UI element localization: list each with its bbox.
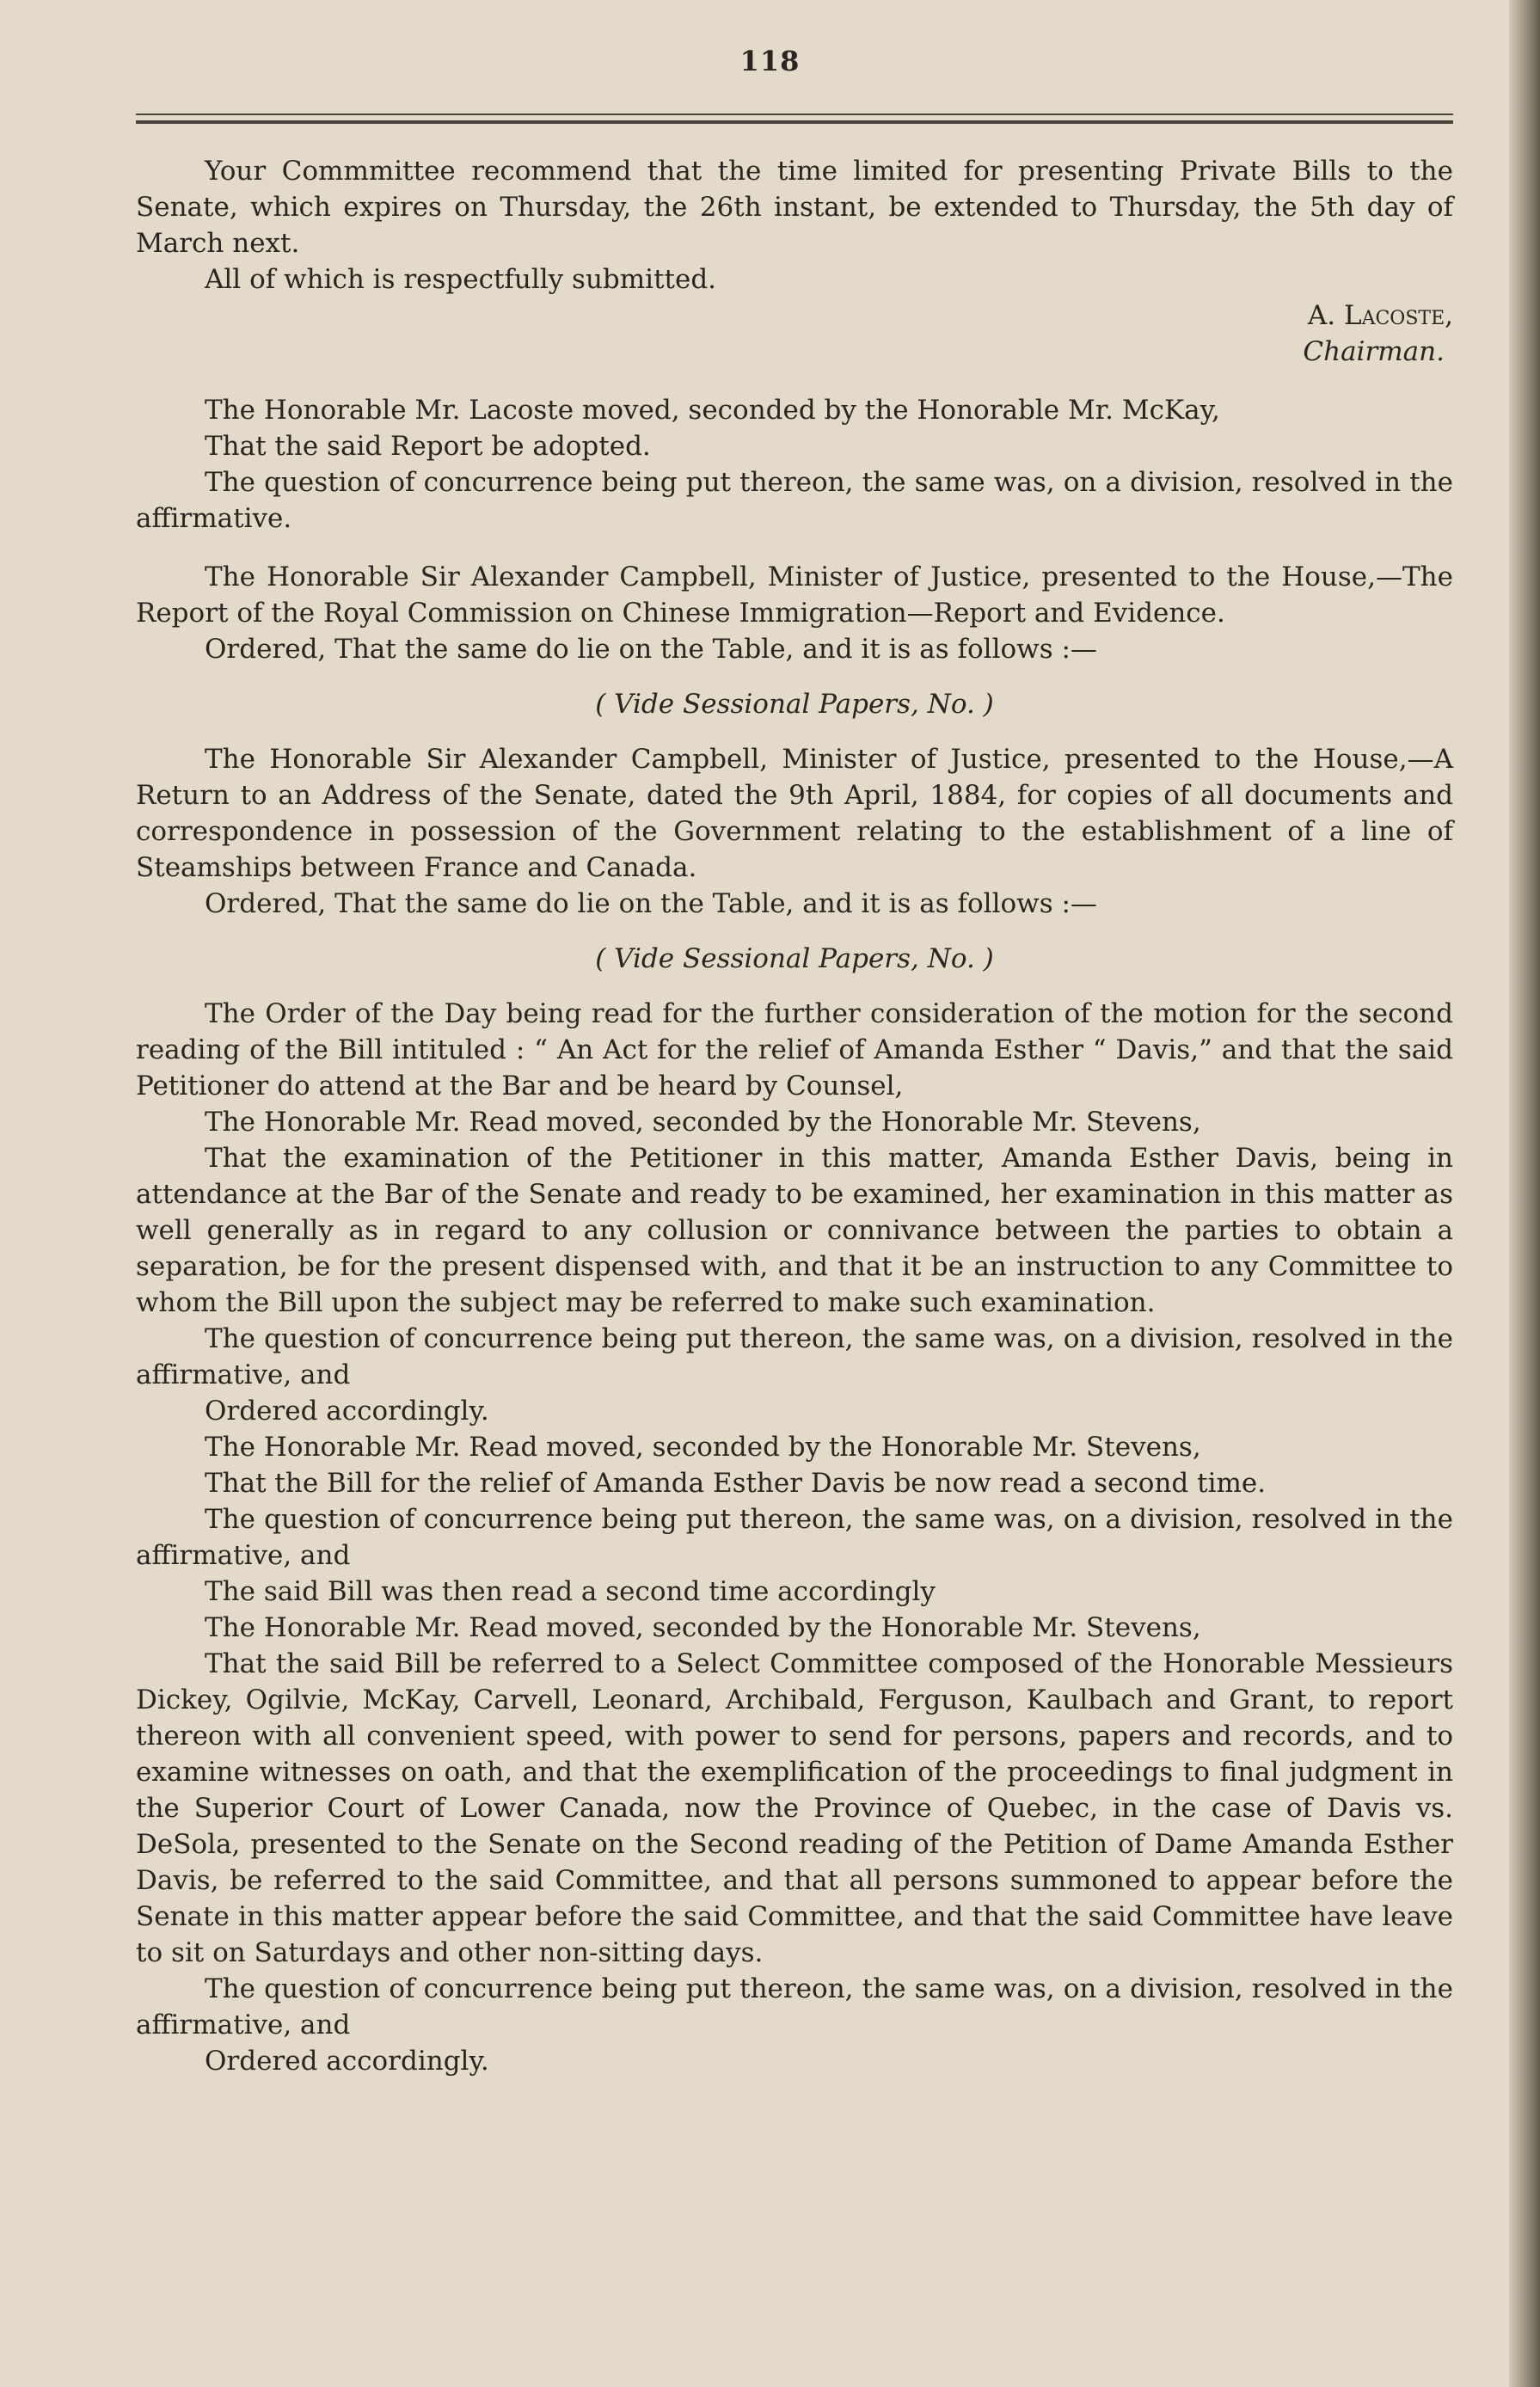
paragraph: The Honorable Mr. Read moved, seconded by the Honorable Mr. Stevens,	[205, 1107, 1201, 1138]
paragraph: The said Bill was then read a second time accordingly	[205, 1576, 936, 1607]
sessional-papers-reference: ( Vide Sessional Papers, No. )	[595, 943, 994, 974]
paragraph: The Honorable Mr. Read moved, seconded by the Honorable Mr. Stevens,	[205, 1432, 1201, 1463]
paragraph: Ordered, That the same do lie on the Table, and it is as follows :—	[205, 888, 1097, 919]
paragraph: The Honorable Sir Alexander Campbell, Minister of Justice, presented to the House,—The Report of the Royal Commission on Chinese Immigration—Report and Evidence.	[136, 561, 1453, 629]
paragraph: The Honorable Sir Alexander Campbell, Minister of Justice, presented to the House,—A Return to an Address of the Senate, dated the 9th April, 1884, for copies of all documents and correspondence in possession of the Government relating to the establishment of a line of Steamships between France and Canada.	[136, 744, 1453, 883]
paragraph: That the examination of the Petitioner in this matter, Amanda Esther Davis, being in attendance at the Bar of the Senate and ready to be examined, her examination in this matter as well generally as in regard to any collusion or connivance between the parties to obtain a separation, be for the present dispensed with, and that it be an instruction to any Committee to whom the Bill upon the subject may be referred to make such examination.	[136, 1143, 1453, 1318]
signature-title: Chairman.	[1303, 336, 1445, 367]
paragraph: The question of concurrence being put thereon, the same was, on a division, resolved in the affirmative, and	[136, 1504, 1453, 1571]
paragraph: Ordered accordingly.	[205, 2046, 489, 2077]
page-body	[136, 153, 1453, 2079]
paragraph: The question of concurrence being put thereon, the same was, on a division, resolved in the affirmative, and	[136, 1973, 1453, 2040]
paragraph: That the said Report be adopted.	[205, 431, 651, 462]
paragraph: The question of concurrence being put thereon, the same was, on a division, resolved in the affirmative, and	[136, 1323, 1453, 1390]
book-spine-shadow	[1509, 0, 1540, 2387]
paragraph: Your Commmittee recommend that the time limited for presenting Private Bills to the Senate, which expires on Thursday, the 26th instant, be extended to Thursday, the 5th day of March next.	[136, 156, 1453, 259]
signature-name: A. Lacoste,	[1307, 300, 1453, 331]
paragraph: The Honorable Mr. Read moved, seconded by the Honorable Mr. Stevens,	[205, 1612, 1201, 1643]
paragraph: Ordered, That the same do lie on the Table, and it is as follows :—	[205, 634, 1097, 665]
paragraph: Ordered accordingly.	[205, 1396, 489, 1427]
page-number: 118	[739, 45, 801, 77]
paragraph: The Order of the Day being read for the further consideration of the motion for the second reading of the Bill intituled : “ An Act for the relief of Amanda Esther “ Davis,” and that the said Petitioner do attend at the Bar and be heard by Counsel,	[136, 998, 1453, 1101]
sessional-papers-reference: ( Vide Sessional Papers, No. )	[595, 689, 994, 720]
paragraph: That the said Bill be referred to a Select Committee composed of the Honorable Messieurs Dickey, Ogilvie, McKay, Carvell, Leonard, Archibald, Ferguson, Kaulbach and Grant, to report thereon with all convenient speed, with power to send for persons, papers and records, and to examine witnesses on oath, and that the exemplification of the proceedings to final judgment in the Superior Court of Lower Canada, now the Province of Quebec, in the case of Davis vs. DeSola, presented to the Senate on the Second reading of the Petition of Dame Amanda Esther Davis, be referred to the said Committee, and that all persons summoned to appear before the Senate in this matter appear before the said Committee, and that the said Committee have leave to sit on Saturdays and other non-sitting days.	[136, 1648, 1453, 1968]
paragraph: All of which is respectfully submitted.	[205, 264, 717, 295]
paragraph: The Honorable Mr. Lacoste moved, seconded by the Honorable Mr. McKay,	[205, 395, 1220, 426]
paragraph: That the Bill for the relief of Amanda Esther Davis be now read a second time.	[205, 1468, 1267, 1499]
header-rule	[136, 114, 1453, 124]
paragraph: The question of concurrence being put thereon, the same was, on a division, resolved in the affirmative.	[136, 467, 1453, 534]
